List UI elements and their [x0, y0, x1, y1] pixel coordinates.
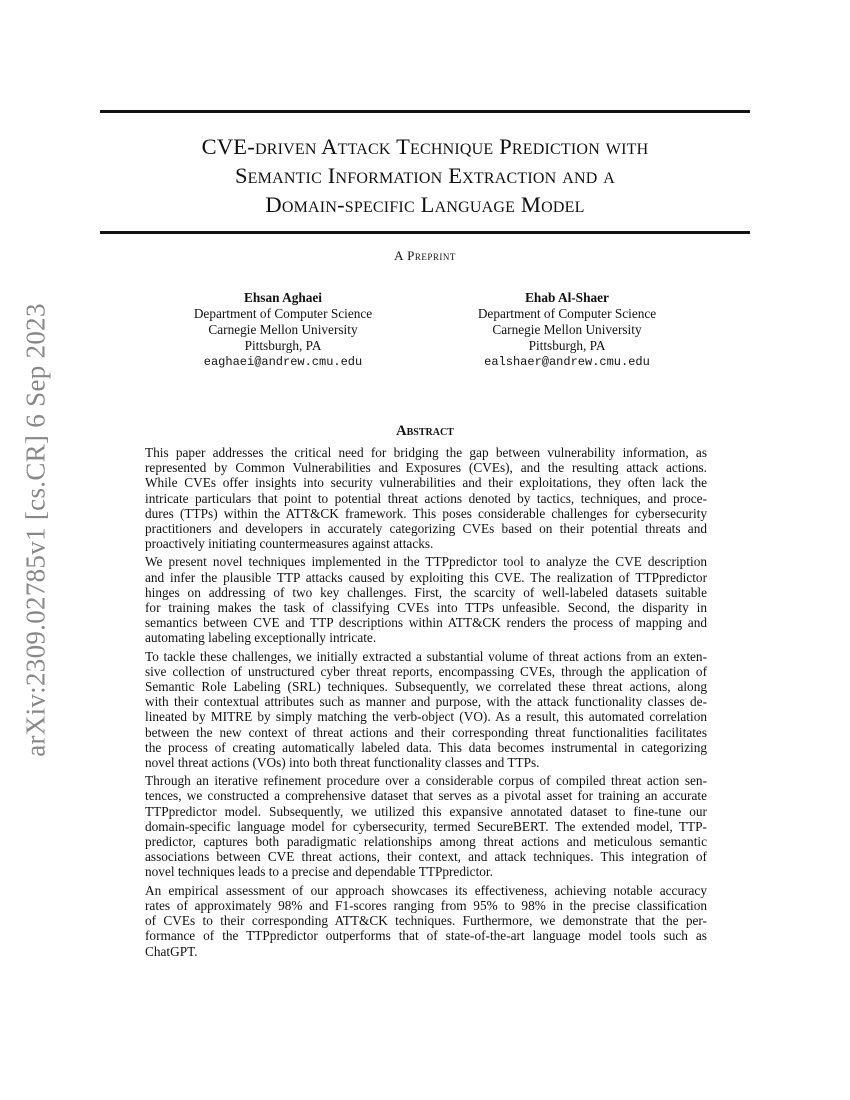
- abstract-line: semantics between CVE and TTP descriptions within ATT&CK renders the process of mapping and: [145, 615, 707, 631]
- abstract-body: [145, 445, 707, 962]
- author-dept: Department of Computer Science: [477, 306, 657, 321]
- abstract-paragraph: [145, 773, 707, 879]
- abstract-line: the process of creating automatically labeled data. This data becomes instrumental in categorizing: [145, 739, 707, 755]
- author-univ: Carnegie Mellon University: [208, 322, 358, 337]
- abstract-line: novel techniques leads to a precise and dependable TTPpredictor.: [145, 864, 493, 880]
- abstract-line: with their contextual attributes such as manner and purpose, with the attack functionality classes de-: [145, 694, 707, 710]
- abstract-line: hinges on addressing of two key challenges. First, the scarcity of well-labeled datasets suitable: [145, 584, 707, 600]
- abstract-paragraph: [145, 554, 707, 645]
- abstract-line: formance of the TTPpredictor outperforms that of state-of-the-art language model tools such as: [145, 928, 707, 944]
- author-dept: Department of Computer Science: [193, 306, 373, 321]
- abstract-line: This paper addresses the critical need for bridging the gap between vulnerability information, as: [145, 445, 707, 460]
- author-email: ealshaer@andrew.cmu.edu: [484, 355, 650, 369]
- abstract-line: automating labeling exceptionally intricate.: [145, 630, 377, 646]
- abstract-line: for training makes the task of classifying CVEs into TTPs unfeasible. Second, the disparity in: [145, 600, 707, 616]
- author-univ: Carnegie Mellon University: [492, 322, 642, 337]
- title-line: Domain-specific Language Model: [265, 192, 585, 217]
- abstract-line: tences, we constructed a comprehensive dataset that serves as a pivotal asset for training an accurate: [145, 788, 707, 804]
- abstract-line: predictor, captures both paradigmatic relationships among threat actions and meticulous semantic: [145, 834, 707, 850]
- abstract-line: We present novel techniques implemented in the TTPpredictor tool to analyze the CVE description: [145, 554, 707, 570]
- title-line: Semantic Information Extraction and a: [234, 163, 616, 188]
- abstract-line: and infer the plausible TTP attacks caused by exploiting this CVE. The realization of TTPpredictor: [145, 569, 707, 585]
- title-line: CVE-driven Attack Technique Prediction with: [201, 134, 649, 159]
- abstract-line: novel threat actions (VOs) into both threat functionality classes and TTPs.: [145, 755, 540, 771]
- paper-title: [100, 132, 750, 219]
- abstract-heading: Abstract: [396, 423, 454, 439]
- abstract-line: represented by Common Vulnerabilities and Exposures (CVEs), and the resulting attack actions.: [145, 460, 707, 476]
- abstract-line: lineated by MITRE by simply matching the verb-object (VO). As a result, this automated correlation: [145, 709, 707, 725]
- author-block: [133, 290, 433, 370]
- abstract-line: ChatGPT.: [145, 943, 198, 959]
- abstract-line: Semantic Role Labeling (SRL) techniques. Subsequently, we correlated these threat actions, along: [145, 679, 707, 695]
- arxiv-identifier: arXiv:2309.02785v1 [cs.CR] 6 Sep 2023: [20, 303, 51, 757]
- abstract-paragraph: [145, 883, 707, 959]
- abstract-line: proactively initiating countermeasures against attacks.: [145, 536, 434, 552]
- abstract-line: practitioners and developers in accurately categorizing CVEs based on their potential threats and: [145, 521, 707, 537]
- abstract-paragraph: [145, 649, 707, 771]
- bottom-rule: [100, 231, 750, 234]
- author-name: Ehsan Aghaei: [244, 290, 322, 305]
- abstract-line: TTPpredictor model. Subsequently, we utilized this expansive annotated dataset to fine-tune our: [145, 803, 707, 819]
- abstract-line: rates of approximately 98% and F1-scores ranging from 95% to 98% in the precise classification: [145, 897, 707, 913]
- top-rule: [100, 110, 750, 113]
- abstract-line: domain-specific language model for cybersecurity, termed SecureBERT. The extended model, TTP-: [145, 818, 707, 834]
- author-city: Pittsburgh, PA: [528, 338, 606, 353]
- abstract-line: dures (TTPs) within the ATT&CK framework. This poses considerable challenges for cybersecurity: [145, 505, 707, 521]
- abstract-line: To tackle these challenges, we initially extracted a substantial volume of threat actions from an exten-: [145, 648, 707, 664]
- abstract-line: While CVEs offer insights into security vulnerabilities and their exploitations, they often lack the: [145, 475, 707, 491]
- abstract-paragraph: [145, 445, 707, 551]
- author-city: Pittsburgh, PA: [244, 338, 322, 353]
- abstract-line: between the new context of threat actions and their corresponding threat functionalities facilitates: [145, 724, 707, 740]
- abstract-line: intricate particulars that point to potential threat actions denoted by tactics, techniques, and proce-: [145, 490, 707, 506]
- abstract-line: sive collection of unstructured cyber threat reports, encompassing CVEs, through the application of: [145, 663, 707, 679]
- abstract-line: Through an iterative refinement procedure over a considerable corpus of compiled threat action sen-: [145, 773, 707, 789]
- abstract-line: An empirical assessment of our approach showcases its effectiveness, achieving notable accuracy: [145, 882, 707, 898]
- abstract-line: of CVEs to their corresponding ATT&CK techniques. Furthermore, we demonstrate that the per-: [145, 913, 707, 929]
- author-email: eaghaei@andrew.cmu.edu: [203, 355, 363, 369]
- author-block: [417, 290, 717, 370]
- preprint-label: A Preprint: [394, 248, 456, 263]
- abstract-line: associations between CVE threat actions, their context, and attack techniques. This integration of: [145, 849, 707, 865]
- author-name: Ehab Al-Shaer: [525, 290, 609, 305]
